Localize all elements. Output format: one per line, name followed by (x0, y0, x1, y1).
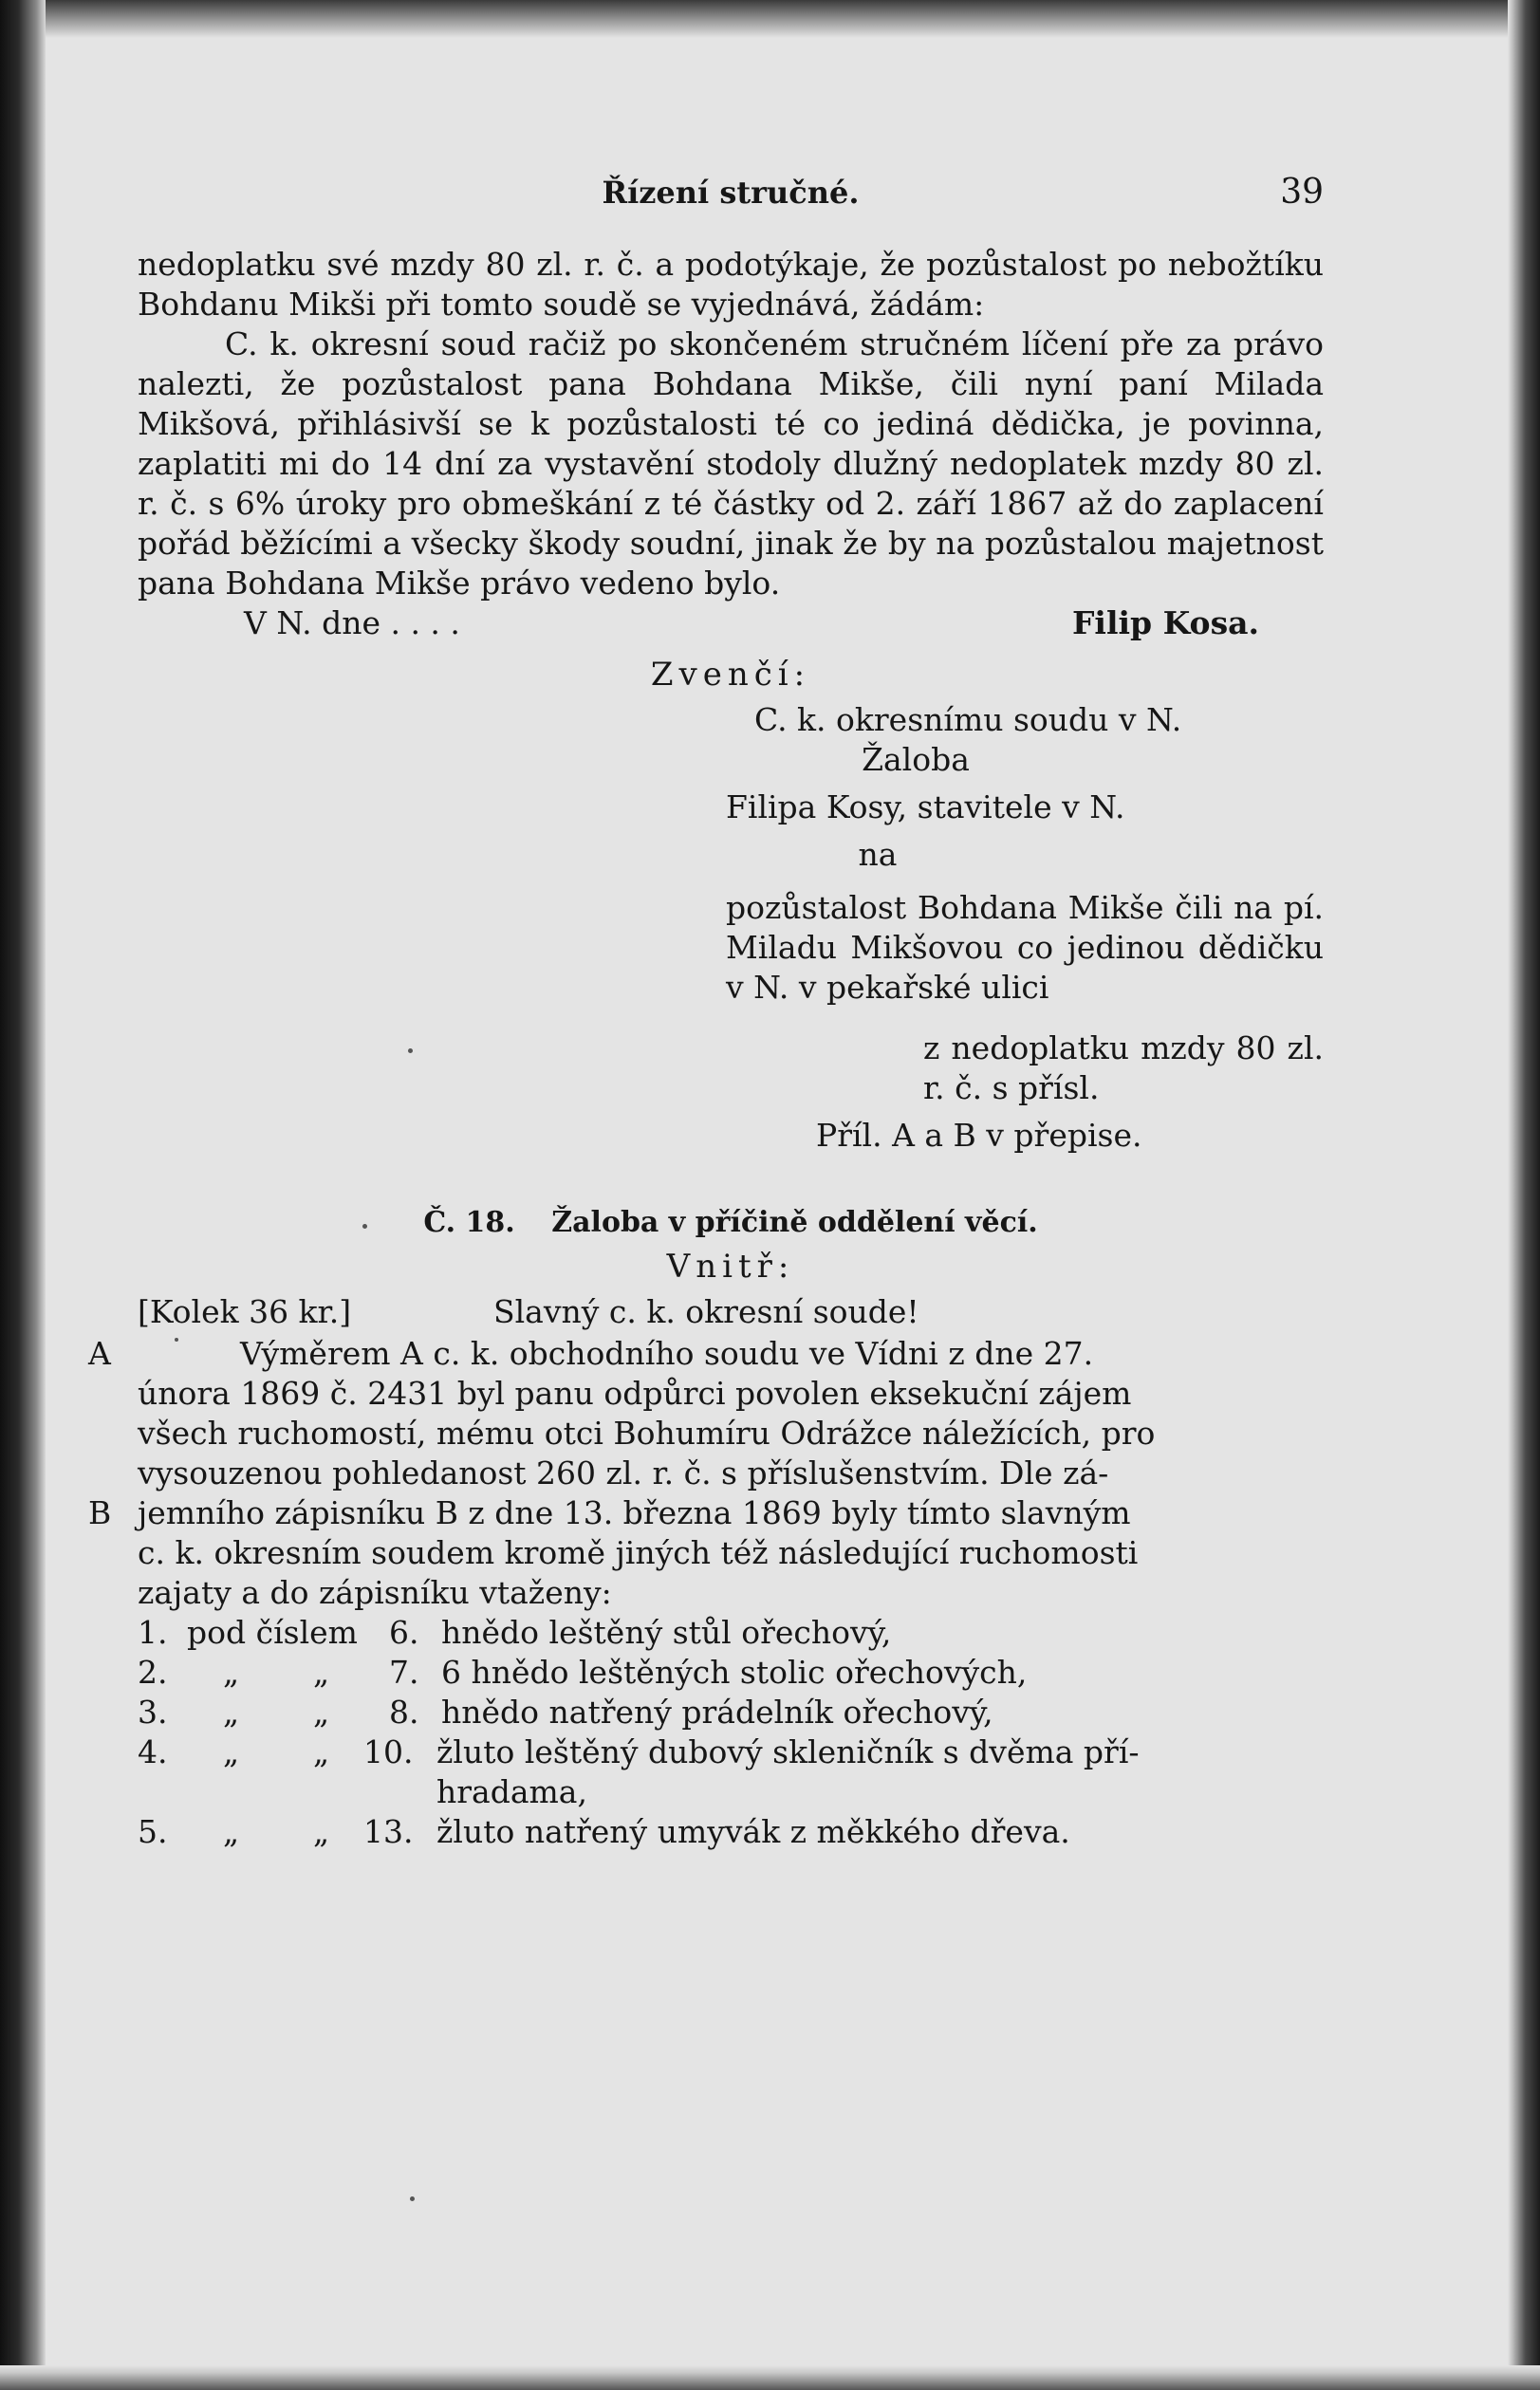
vnitr-heading: Vnitř: (666, 1248, 795, 1286)
scan-edge-bottom (0, 2365, 1540, 2390)
page-header (138, 173, 1324, 222)
inventory-item (138, 1732, 1324, 1772)
signer-name: Filip Kosa. (1072, 604, 1260, 641)
body-line: vysouzenou pohledanost 260 zl. r. č. s příslušenstvím. Dle zá- (138, 1454, 1109, 1491)
place-date: V N. dne . . . . (244, 604, 460, 641)
body-line: c. k. okresním soudem kromě jiných též následující ruchomosti (138, 1534, 1139, 1571)
inventory-item (138, 1613, 1324, 1653)
body-line: února 1869 č. 2431 byl panu odpůrci povolen eksekuční zájem (138, 1375, 1132, 1412)
item-description-continued: hradama, (436, 1773, 587, 1810)
item-description: žluto leštěný dubový skleničník s dvěma pří- (436, 1733, 1140, 1770)
scan-edge-top (0, 0, 1540, 38)
scan-edge-left (0, 0, 46, 2390)
claim-subject-text: z nedoplatku mzdy 80 zl. r. č. s přísl. (923, 1029, 1324, 1106)
signature-line (138, 603, 1324, 643)
section-title (138, 1203, 1324, 1243)
inventory-item (138, 1812, 1324, 1852)
court-address: C. k. okresnímu soudu v N. (754, 701, 1182, 738)
body-line: všech ruchomostí, mému otci Bohumíru Odrážce náležících, pro (138, 1415, 1156, 1452)
ditto-mark: „ (313, 1694, 330, 1731)
ditto-mark: „ (313, 1733, 330, 1770)
ditto-mark: „ (223, 1654, 240, 1691)
ditto-mark: „ (313, 1654, 330, 1691)
item-number: 5. (138, 1813, 168, 1850)
revenue-stamp-note: [Kolek 36 kr.] (138, 1293, 352, 1330)
inventory-number: 10. (363, 1733, 414, 1770)
item-description: hnědo leštěný stůl ořechový, (441, 1614, 892, 1651)
inventory-number: 13. (363, 1813, 414, 1850)
salutation: Slavný c. k. okresní soude! (493, 1293, 919, 1330)
section-number: Č. 18. (423, 1206, 515, 1239)
body-line: zajaty a do zápisníku vtaženy: (138, 1574, 612, 1611)
page-number: 39 (1280, 173, 1324, 212)
item-number: 4. (138, 1733, 168, 1770)
inventory-item (138, 1653, 1324, 1693)
body-line-text: Výměrem A c. k. obchodního soudu ve Vídni z dne 27. (240, 1335, 1094, 1372)
inventory-number: 7. (389, 1654, 419, 1691)
item-lead: pod číslem (187, 1614, 358, 1651)
section-heading: Žaloba v příčině oddělení věcí. (551, 1206, 1038, 1239)
item-description: 6 hnědo leštěných stolic ořechových, (441, 1654, 1028, 1691)
body-line-text: jemního zápisníku B z dne 13. března 1869 byly tímto slavným (138, 1494, 1131, 1531)
item-description: hnědo natřený prádelník ořechový, (441, 1694, 993, 1731)
ditto-mark: „ (223, 1733, 240, 1770)
paper-speck (410, 2196, 415, 2201)
margin-ref-a: A (88, 1335, 111, 1372)
claim-subject (923, 1028, 1324, 1108)
item-number: 2. (138, 1654, 168, 1691)
attachments-note: Příl. A a B v přepise. (816, 1117, 1142, 1154)
against-word: na (858, 836, 898, 873)
ditto-mark: „ (223, 1813, 240, 1850)
item-number: 1. (138, 1614, 168, 1651)
plaintiff-line: Filipa Kosy, stavitele v N. (726, 788, 1125, 825)
zvenci-heading: Zvenčí: (650, 656, 811, 694)
ditto-mark: „ (313, 1813, 330, 1850)
paragraph-petition: C. k. okresní soud račiž po skončeném stručném líčení pře za právo nalezti, že pozůstalost pana Bohdana Mikše, čili nyní paní Milada Mikšová, přihlásivší se k pozůstalosti té co jediná dědička, je povinna, zaplatiti mi do 14 dní za vystavění stodoly dlužný nedoplatek mzdy 80 zl. r. č. s 6% úroky pro obmeškání z té částky od 2. září 1867 až do zaplacení pořád běžícími a všecky škody soudní, jinak že by na pozůstalou majetnost pana Bohdana Mikše právo vedeno bylo. (138, 325, 1324, 602)
item-description: žluto natřený umyvák z měkkého dřeva. (436, 1813, 1070, 1850)
document-type: Žaloba (862, 741, 970, 778)
inventory-number: 8. (389, 1694, 419, 1731)
scan-edge-right (1508, 0, 1540, 2390)
body-line (88, 1334, 1324, 1374)
inventory-number: 6. (389, 1614, 419, 1651)
defendant-block (726, 888, 1324, 1008)
body-line (88, 1493, 1324, 1533)
margin-ref-b: B (88, 1494, 112, 1531)
running-title: Řízení stručné. (602, 175, 860, 211)
stamp-row (138, 1292, 1324, 1334)
inventory-item (138, 1693, 1324, 1732)
book-page (88, 173, 1324, 1852)
paragraph-intro: nedoplatku své mzdy 80 zl. r. č. a podotýkaje, že pozůstalost po nebožtíku Bohdanu Mikši při tomto soudě se vyjednává, žádám: (138, 246, 1324, 323)
ditto-mark: „ (223, 1694, 240, 1731)
item-number: 3. (138, 1694, 168, 1731)
defendant-text: pozůstalost Bohdana Mikše čili na pí. Miladu Mikšovou co jedinou dědičku v N. v pekařské ulici (726, 889, 1324, 1006)
